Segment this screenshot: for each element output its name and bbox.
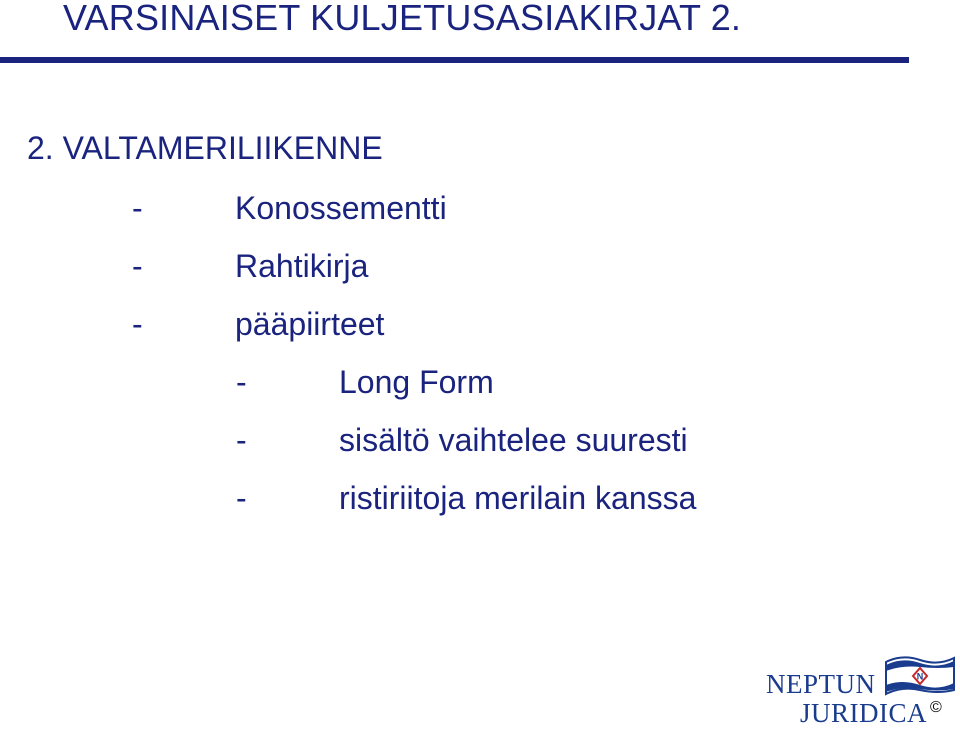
list-item-text: pääpiirteet [235,306,385,342]
neptun-juridica-logo [760,650,960,736]
list-item-dash: - [132,248,143,284]
copyright-icon: © [930,699,942,716]
flag-icon [882,650,958,700]
sub-list-item-dash: - [236,364,247,400]
list-item-text: Konossementti [235,190,447,226]
list-item-dash: - [132,306,143,342]
logo-text-neptun: NEPTUN [766,669,876,699]
sub-list-item-text: sisältö vaihtelee suuresti [339,422,688,458]
list-item-text: Rahtikirja [235,248,369,284]
flag-letter: N [916,671,924,682]
slide-title: VARSINAISET KULJETUSASIAKIRJAT 2. [63,0,742,38]
title-underline [0,57,909,63]
logo-text-juridica: JURIDICA [800,698,928,728]
sub-list-item-dash: - [236,480,247,516]
sub-list-item-text: ristiriitoja merilain kanssa [339,480,697,516]
list-item-dash: - [132,190,143,226]
sub-list-item-dash: - [236,422,247,458]
sub-list-item-text: Long Form [339,364,494,400]
section-heading: 2. VALTAMERILIIKENNE [27,130,383,166]
